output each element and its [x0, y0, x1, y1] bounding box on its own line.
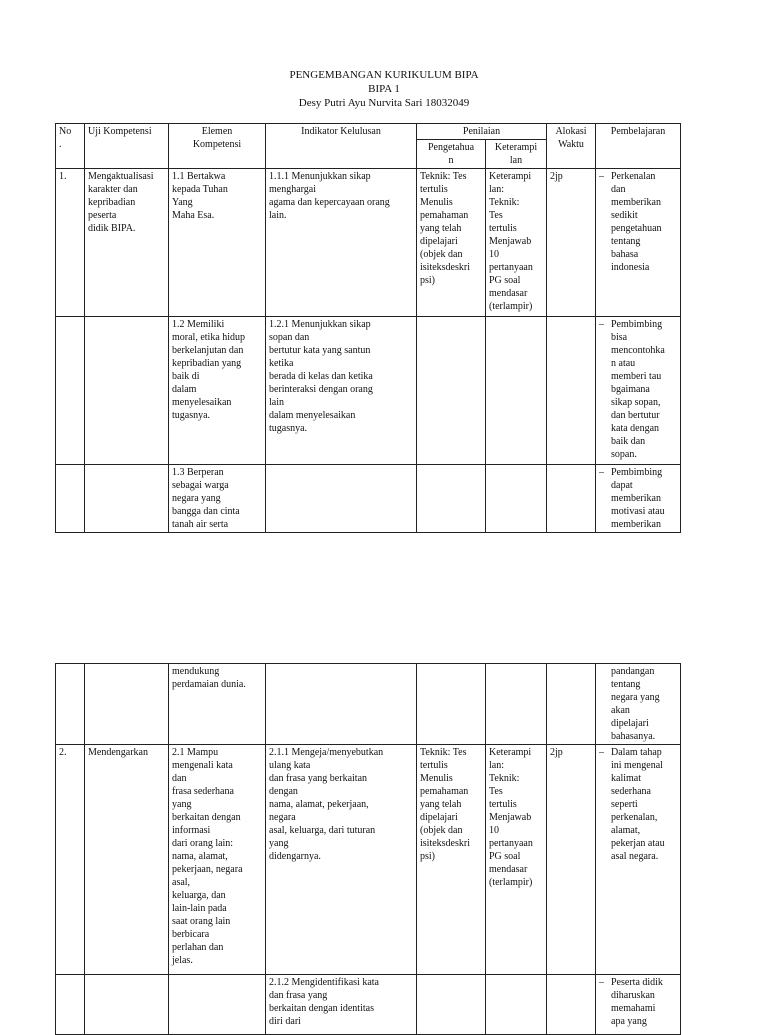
cell-elemen: 2.1 Mampu mengenali kata dan frasa sederhana yang berkaitan dengan informasi dari orang lain: nama, alamat, pekerjaan, negara asal, keluarga, dan lain-lain pada saat orang lain berbicara perlahan dan jelas.: [169, 745, 266, 975]
cell-pengetahuan: Teknik: Tes tertulis Menulis pemahaman yang telah dipelajari (objek dan isiteksdeskri psi): [417, 169, 486, 317]
cell-keterampilan: Keterampi lan: Teknik: Tes tertulis Menjawab 10 pertanyaan PG soal mendasar (terlampir): [486, 745, 547, 975]
cell-elemen: 1.1 Bertakwa kepada Tuhan Yang Maha Esa.: [169, 169, 266, 317]
col-header-elemen-kompetensi: Elemen Kompetensi: [169, 124, 266, 169]
table-row: [56, 745, 681, 975]
cell-alokasi: [547, 317, 596, 465]
col-header-no: No .: [56, 124, 85, 169]
cell-no: [56, 664, 85, 745]
cell-alokasi: [547, 465, 596, 533]
cell-indikator: 1.1.1 Menunjukkan sikap menghargai agama dan kepercayaan orang lain.: [266, 169, 417, 317]
cell-elemen: mendukung perdamaian dunia.: [169, 664, 266, 745]
cell-elemen: 1.3 Berperan sebagai warga negara yang bangga dan cinta tanah air serta: [169, 465, 266, 533]
cell-pembelajaran: [596, 664, 681, 745]
cell-indikator: [266, 465, 417, 533]
cell-pengetahuan: [417, 317, 486, 465]
bullet-dash: –: [599, 171, 604, 182]
cell-no: [56, 317, 85, 465]
cell-elemen: [169, 975, 266, 1035]
cell-indikator: [266, 664, 417, 745]
cell-uji-kompetensi: Mengaktualisasi karakter dan kepribadian peserta didik BIPA.: [85, 169, 169, 317]
table-header-row: [56, 124, 681, 140]
cell-elemen: 1.2 Memiliki moral, etika hidup berkelanjutan dan kepribadian yang baik di dalam menyelesaikan tugasnya.: [169, 317, 266, 465]
table-row: [56, 317, 681, 465]
curriculum-table-page2: [55, 663, 681, 1035]
cell-keterampilan: Keterampi lan: Teknik: Tes tertulis Menjawab 10 pertanyaan PG soal mendasar (terlampir): [486, 169, 547, 317]
table-row: [56, 465, 681, 533]
bullet-dash: –: [599, 319, 604, 330]
cell-keterampilan: [486, 664, 547, 745]
cell-pembelajaran: [596, 745, 681, 975]
cell-pembelajaran: [596, 975, 681, 1035]
bullet-dash: –: [599, 747, 604, 758]
cell-pengetahuan: [417, 975, 486, 1035]
pembelajaran-text: Peserta didik diharuskan memahami apa yang: [611, 977, 663, 1027]
col-header-pembelajaran: Pembelajaran: [596, 124, 681, 169]
document-subtitle: BIPA 1: [368, 83, 400, 95]
cell-no: 1.: [56, 169, 85, 317]
col-header-penilaian: Penilaian: [417, 124, 547, 140]
curriculum-table-page1: [55, 123, 681, 533]
cell-uji-kompetensi: [85, 465, 169, 533]
pembelajaran-text: Pembimbing dapat memberikan motivasi atau memberikan: [611, 467, 665, 530]
document-header: [0, 68, 768, 110]
cell-pembelajaran: [596, 169, 681, 317]
table-row: [56, 664, 681, 745]
cell-pembelajaran: [596, 317, 681, 465]
cell-keterampilan: [486, 317, 547, 465]
document-title: PENGEMBANGAN KURIKULUM BIPA: [289, 69, 479, 81]
cell-pengetahuan: [417, 465, 486, 533]
cell-alokasi: [547, 664, 596, 745]
cell-uji-kompetensi: Mendengarkan: [85, 745, 169, 975]
pembelajaran-text: pandangan tentang negara yang akan dipelajari bahasanya.: [611, 666, 660, 742]
cell-keterampilan: [486, 975, 547, 1035]
pembelajaran-text: Perkenalan dan memberikan sedikit pengetahuan tentang bahasa indonesia: [611, 171, 662, 273]
cell-indikator: 2.1.1 Mengeja/menyebutkan ulang kata dan frasa yang berkaitan dengan nama, alamat, pekerjaan, negara asal, keluarga, dari tuturan yang didengarnya.: [266, 745, 417, 975]
col-header-alokasi-waktu: Alokasi Waktu: [547, 124, 596, 169]
cell-pengetahuan: Teknik: Tes tertulis Menulis pemahaman yang telah dipelajari (objek dan isiteksdeskri psi): [417, 745, 486, 975]
col-header-pengetahuan: Pengetahua n: [417, 140, 486, 169]
cell-keterampilan: [486, 465, 547, 533]
col-header-keterampilan: Keterampi lan: [486, 140, 547, 169]
cell-alokasi: [547, 975, 596, 1035]
cell-pembelajaran: [596, 465, 681, 533]
col-header-indikator-kelulusan: Indikator Kelulusan: [266, 124, 417, 169]
cell-alokasi: 2jp: [547, 745, 596, 975]
cell-uji-kompetensi: [85, 664, 169, 745]
pembelajaran-text: Dalam tahap ini mengenal kalimat sederhana seperti perkenalan, alamat, pekerjan atau asal negara.: [611, 747, 665, 862]
cell-no: [56, 465, 85, 533]
table-row: [56, 169, 681, 317]
cell-uji-kompetensi: [85, 317, 169, 465]
cell-pengetahuan: [417, 664, 486, 745]
cell-no: 2.: [56, 745, 85, 975]
cell-no: [56, 975, 85, 1035]
cell-uji-kompetensi: [85, 975, 169, 1035]
table-row: [56, 975, 681, 1035]
cell-indikator: 2.1.2 Mengidentifikasi kata dan frasa yang berkaitan dengan identitas diri dari: [266, 975, 417, 1035]
bullet-dash: –: [599, 467, 604, 478]
cell-alokasi: 2jp: [547, 169, 596, 317]
bullet-dash: –: [599, 977, 604, 988]
document-author: Desy Putri Ayu Nurvita Sari 18032049: [298, 97, 470, 109]
cell-indikator: 1.2.1 Menunjukkan sikap sopan dan bertutur kata yang santun ketika berada di kelas dan ketika berinteraksi dengan orang lain dalam menyelesaikan tugasnya.: [266, 317, 417, 465]
col-header-uji-kompetensi: Uji Kompetensi: [85, 124, 169, 169]
pembelajaran-text: Pembimbing bisa mencontohka n atau memberi tau bgaimana sikap sopan, dan bertutur kata dengan baik dan sopan.: [611, 319, 665, 460]
